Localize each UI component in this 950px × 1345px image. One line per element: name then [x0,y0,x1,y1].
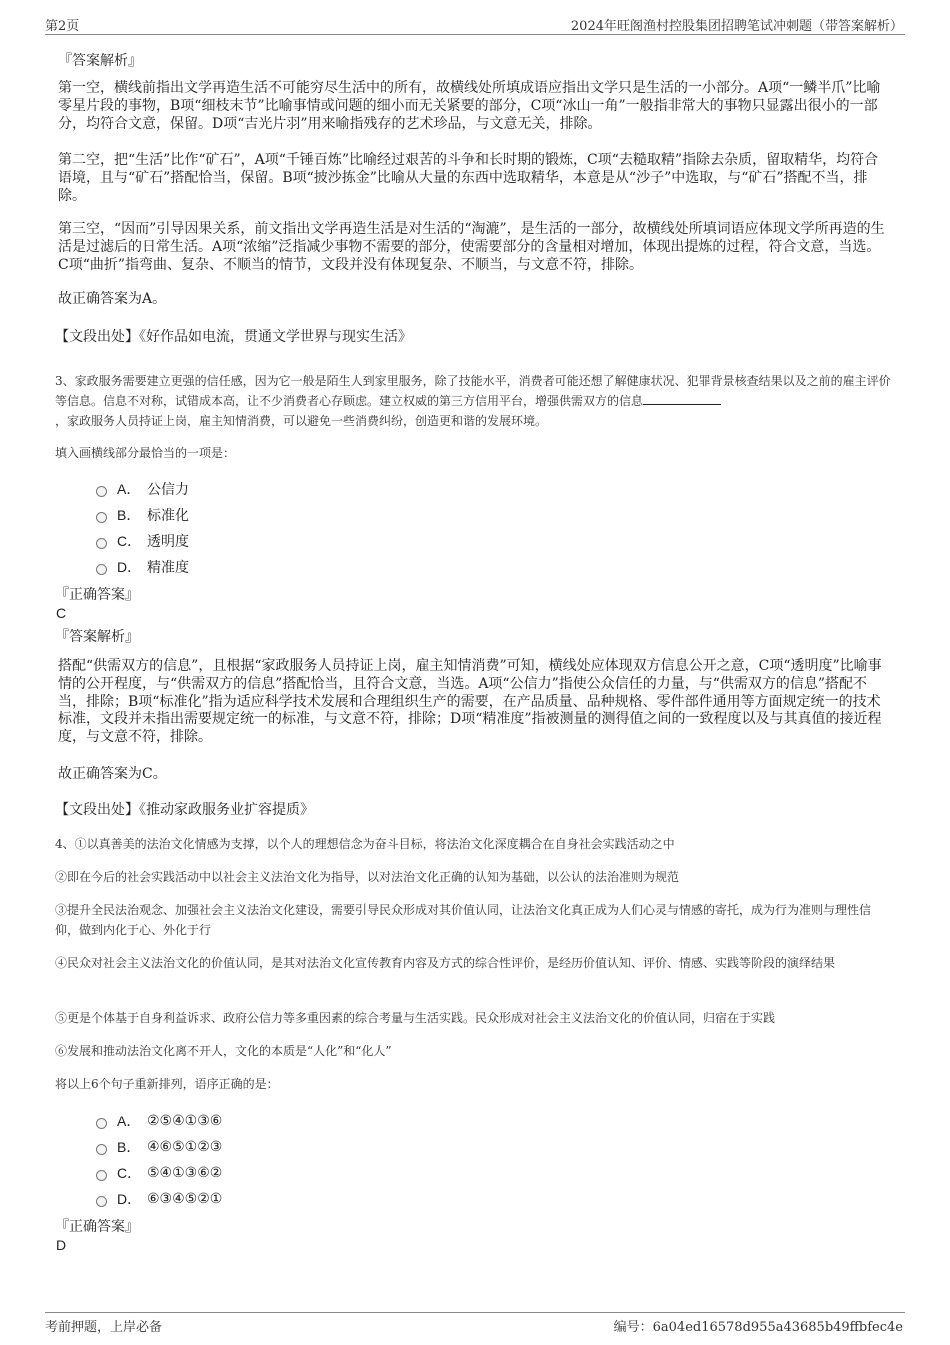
q4-sentence-5: ⑤更是个体基于自身利益诉求、政府公信力等多重因素的综合考量与生活实践。民众形成对社会主义法治文化的价值认同，归宿在于实践 [55,1011,776,1025]
radio-icon[interactable] [96,1118,107,1129]
q3-analysis: 搭配“供需双方的信息”，且根据“家政服务人员持证上岗，雇主知情消费”可知，横线处应体现双方信息公开之意，C项“透明度”比喻事情的公开程度，与“供需双方的信息”搭配恰当，且符合文意，当选。A项“公信力”指使公众信任的力量，与“供需双方的信息”搭配不当，排除；B项“标准化”指为适应科学技术发展和合理组织生产的需要，在产品质量、品种规格、零件部件通用等方面规定统一的技术标准，文段并未指出需要规定统一的标准，与文意不符，排除；D项“精准度”指被测量的测得值之间的一致程度以及与其真值的接近程度，与文意不符，排除。 [58,658,882,746]
radio-icon[interactable] [96,512,107,523]
radio-icon[interactable] [96,1170,107,1181]
q4-correct-label: 『正确答案』 [55,1219,139,1235]
page-footer [45,1312,905,1333]
page-number: 第2页 [45,19,80,34]
q3-options [96,476,189,580]
q3-source: 【文段出处】《推动家政服务业扩容提质》 [55,802,314,818]
radio-icon[interactable] [96,1196,107,1207]
q4-options [96,1108,222,1212]
q4-sentence-2: ②即在今后的社会实践活动中以社会主义法治文化为指导，以对法治文化正确的认知为基础，以公认的法治准则为规范 [55,870,680,884]
q3-option-d[interactable]: D． 精准度 [96,554,189,580]
document-title: 2024年旺阁渔村控股集团招聘笔试冲刺题（带答案解析） [570,19,903,34]
q2-source: 【文段出处】《好作品如电流，贯通文学世界与现实生活》 [55,329,412,345]
q3-option-b[interactable]: B． 标准化 [96,502,189,528]
q2-analysis-para2: 第二空，把“生活”比作“矿石”，A项“千锤百炼”比喻经过艰苦的斗争和长时期的锻炼，C项“去糙取精”指除去杂质，留取精华，均符合语境，且与“矿石”搭配恰当，保留。B项“披沙拣金”比喻从大量的东西中选取精华，本意是从“沙子”中选取，与“矿石”搭配不当，排除。 [58,152,879,204]
q3-correct-answer: C [56,605,67,621]
q4-option-b[interactable]: B． ④⑥⑤①②③ [96,1134,222,1160]
q4-sentence-3: ③提升全民法治观念、加强社会主义法治文化建设，需要引导民众形成对其价值认同，让法治文化真正成为人们心灵与情感的寄托，成为行为准则与理性信仰，做到内化于心、外化于行 [55,903,872,937]
q3-option-a[interactable]: A． 公信力 [96,476,189,502]
answer-blank [643,392,721,405]
q3-stem-part2: ，家政服务人员持证上岗，雇主知情消费，可以避免一些消费纠纷，创造更和谐的发展环境。 [55,414,548,428]
q2-analysis-label: 『答案解析』 [58,53,142,69]
document-code: 编号：6a04ed16578d955a43685b49ffbfec4e [613,1320,903,1335]
q3-option-c[interactable]: C． 透明度 [96,528,189,554]
q3-correct-label: 『正确答案』 [55,587,139,603]
q2-analysis-para3: 第三空，“因而”引导因果关系，前文指出文学再造生活是对生活的“淘漉”，是生活的一部分，故横线处所填词语应体现文学所再造的生活是过滤后的日常生活。A项“浓缩”泛指减少事物不需要的部分，使需要部分的含量相对增加，体现出提炼的过程，符合文意，当选。C项“曲折”指弯曲、复杂、不顺当的情节，文段并没有体现复杂、不顺当，与文意不符，排除。 [58,221,885,273]
footer-slogan: 考前押题，上岸必备 [45,1320,163,1335]
q4-option-a[interactable]: A． ②⑤④①③⑥ [96,1108,222,1134]
q3-stem [55,371,893,431]
q2-analysis-para1: 第一空，横线前指出文学再造生活不可能穷尽生活中的所有，故横线处所填成语应指出文学只是生活的一小部分。A项“一鳞半爪”比喻零星片段的事物，B项“细枝末节”比喻事情或问题的细小而无关紧要的部分，C项“冰山一角”一般指非常大的事物只显露出很小的一部分，均符合文意，保留。D项“吉光片羽”用来喻指残存的艺术珍品，与文意无关，排除。 [58,80,881,132]
q4-option-c[interactable]: C． ⑤④①③⑥② [96,1160,222,1186]
radio-icon[interactable] [96,1144,107,1155]
q2-conclusion: 故正确答案为A。 [58,291,167,307]
radio-icon[interactable] [96,486,107,497]
q4-correct-answer: D [56,1237,67,1253]
q4-sentence-1: 4、①以真善美的法治文化情感为支撑，以个人的理想信念为奋斗目标，将法治文化深度耦合在自身社会实践活动之中 [55,837,675,851]
q4-sentence-6: ⑥发展和推动法治文化离不开人，文化的本质是“人化”和“化人” [55,1044,392,1058]
q4-option-d[interactable]: D． ⑥③④⑤②① [96,1186,222,1212]
radio-icon[interactable] [96,538,107,549]
q3-conclusion: 故正确答案为C。 [58,766,167,782]
q4-prompt: 将以上6个句子重新排列，语序正确的是： [55,1077,279,1091]
radio-icon[interactable] [96,564,107,575]
page-header [45,14,905,35]
q3-prompt: 填入画横线部分最恰当的一项是： [55,446,236,460]
q4-sentence-4: ④民众对社会主义法治文化的价值认同，是其对法治文化宣传教育内容及方式的综合性评价，是经历价值认知、评价、情感、实践等阶段的演绎结果 [55,956,836,970]
q3-stem-part1: 3、家政服务需要建立更强的信任感，因为它一般是陌生人到家里服务，除了技能水平，消费者可能还想了解健康状况、犯罪背景核查结果以及之前的雇主评价等信息。信息不对称，试错成本高，让不少消费者心存顾虑。建立权威的第三方信用平台，增强供需双方的信息 [55,374,891,408]
q3-analysis-label: 『答案解析』 [55,629,139,645]
